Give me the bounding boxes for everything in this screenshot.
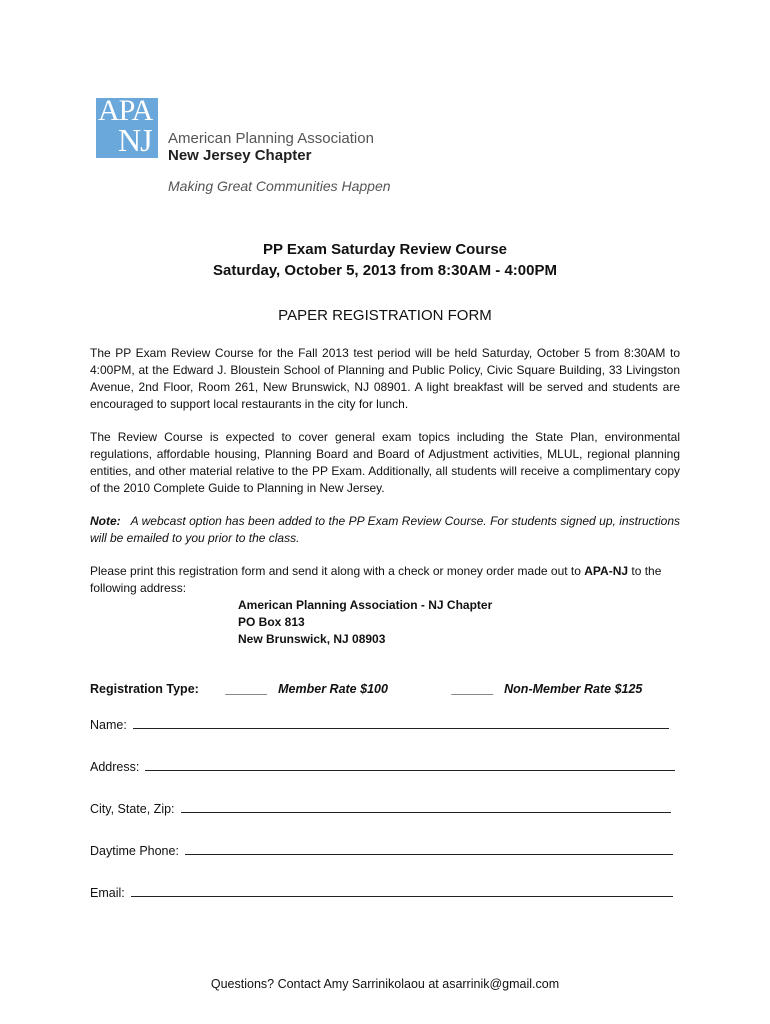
city-state-zip-field xyxy=(90,800,680,818)
name-label: Name: xyxy=(90,718,127,732)
org-chapter: New Jersey Chapter xyxy=(168,147,312,164)
registration-type-row xyxy=(90,682,680,702)
tagline: Making Great Communities Happen xyxy=(168,178,391,194)
webcast-note xyxy=(90,513,680,547)
daytime-phone-label: Daytime Phone: xyxy=(90,844,179,858)
address-line-3: New Brunswick, NJ 08903 xyxy=(238,632,386,646)
non-member-rate-label: Non-Member Rate $125 xyxy=(504,682,643,696)
instructions-text-end: to the following address: xyxy=(90,564,662,595)
mailing-instructions xyxy=(90,563,680,597)
email-field xyxy=(90,884,680,902)
logo-text-apa: APA xyxy=(98,98,153,127)
address-field xyxy=(90,758,680,776)
daytime-phone-input-line[interactable] xyxy=(185,842,673,855)
email-label: Email: xyxy=(90,886,125,900)
instructions-text: Please print this registration form and send it along with a check or money order made out to xyxy=(90,564,585,578)
apa-nj-logo xyxy=(96,98,158,158)
address-input-line[interactable] xyxy=(145,758,675,771)
email-input-line[interactable] xyxy=(131,884,673,897)
contact-footer: Questions? Contact Amy Sarrinikolaou at asarrinik@gmail.com xyxy=(210,977,560,991)
payee: APA-NJ xyxy=(584,564,629,578)
course-details-paragraph: The PP Exam Review Course for the Fall 2013 test period will be held Saturday, October 5 from 8:30AM to 4:00PM, at the Edward J. Bloustein School of Planning and Public Policy, Civic Square Building, 33 Livingston Avenue, 2nd Floor, Room 261, New Brunswick, NJ 08901. A light breakfast will be served and students are encouraged to support local restaurants in the city for lunch. xyxy=(90,346,680,411)
member-rate-label: Member Rate $100 xyxy=(278,682,388,696)
address-line-2: PO Box 813 xyxy=(238,615,305,629)
note-label: Note: xyxy=(90,514,121,528)
non-member-rate-blank[interactable]: ______ xyxy=(452,682,494,696)
member-rate-blank[interactable]: ______ xyxy=(226,682,268,696)
daytime-phone-field xyxy=(90,842,680,860)
topics-paragraph: The Review Course is expected to cover general exam topics including the State Plan, environmental regulations, affordable housing, Planning Board and Board of Adjustment activities, MLUL, regional planning entities, and other material relative to the PP Exam. Additionally, all students will receive a complimentary copy of the 2010 Complete Guide to Planning in New Jersey. xyxy=(90,430,680,495)
course-title: PP Exam Saturday Review Course xyxy=(263,241,507,258)
form-title: PAPER REGISTRATION FORM xyxy=(278,307,492,324)
registration-type-label: Registration Type: xyxy=(90,682,199,696)
member-rate-option[interactable] xyxy=(226,682,388,696)
address-line-1: American Planning Association - NJ Chapter xyxy=(238,598,493,612)
city-state-zip-input-line[interactable] xyxy=(181,800,671,813)
address-label: Address: xyxy=(90,760,140,774)
org-name: American Planning Association xyxy=(168,130,374,147)
name-input-line[interactable] xyxy=(133,716,669,729)
logo-text-nj: NJ xyxy=(118,122,152,158)
mailing-address xyxy=(238,597,492,648)
course-date: Saturday, October 5, 2013 from 8:30AM - 4:00PM xyxy=(212,262,557,279)
note-text: A webcast option has been added to the PP Exam Review Course. For students signed up, instructions will be emailed to you prior to the class. xyxy=(90,514,681,545)
non-member-rate-option[interactable] xyxy=(452,682,642,696)
city-state-zip-label: City, State, Zip: xyxy=(90,802,175,816)
name-field xyxy=(90,716,680,734)
